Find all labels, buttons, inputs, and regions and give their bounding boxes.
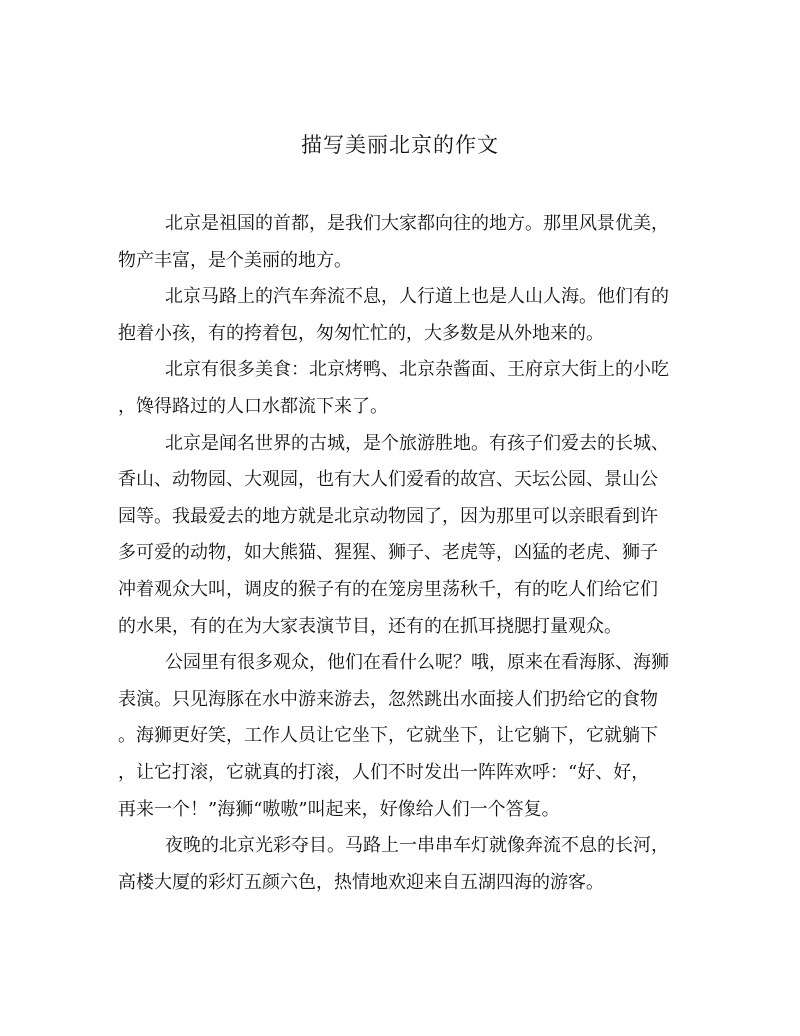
text-line: 夜晚的北京光彩夺目。马路上一串串车灯就像奔流不息的长河， — [165, 835, 669, 857]
text-line: 园等。我最爱去的地方就是北京动物园了，因为那里可以亲眼看到许 — [118, 505, 658, 527]
text-line: 公园里有很多观众，他们在看什么呢？哦，原来在看海豚、海狮 — [165, 652, 669, 674]
document-title: 描写美丽北京的作文 — [301, 133, 499, 157]
text-line: 物产丰富，是个美丽的地方。 — [118, 249, 352, 271]
text-line: 香山、动物园、大观园，也有大人们爱看的故宫、天坛公园、景山公 — [118, 469, 658, 491]
document-body — [118, 206, 678, 901]
text-line: 北京马路上的汽车奔流不息，人行道上也是人山人海。他们有的 — [165, 286, 669, 308]
text-line: 北京有很多美食：北京烤鸭、北京杂酱面、王府京大街上的小吃 — [165, 359, 669, 381]
text-line: 多可爱的动物，如大熊猫、猩猩、狮子、老虎等，凶猛的老虎、狮子 — [118, 542, 658, 564]
text-line: ，让它打滚，它就真的打滚，人们不时发出一阵阵欢呼：“好、好， — [118, 761, 650, 783]
text-line: 北京是闻名世界的古城，是个旅游胜地。有孩子们爱去的长城、 — [165, 432, 669, 454]
text-line: 抱着小孩，有的挎着包，匆匆忙忙的，大多数是从外地来的。 — [118, 322, 604, 344]
text-line: 。海狮更好笑，工作人员让它坐下，它就坐下，让它躺下，它就躺下 — [118, 725, 658, 747]
text-line: 北京是祖国的首都，是我们大家都向往的地方。那里风景优美， — [165, 213, 669, 234]
text-line: 的水果，有的在为大家表演节目，还有的在抓耳挠腮打量观众。 — [118, 615, 622, 637]
text-line: 表演。只见海豚在水中游来游去，忽然跳出水面接人们扔给它的食物 — [118, 688, 658, 710]
text-line: 冲着观众大叫，调皮的猴子有的在笼房里荡秋千，有的吃人们给它们 — [118, 578, 658, 600]
text-line: ，馋得路过的人口水都流下来了。 — [118, 395, 388, 417]
text-line: 高楼大厦的彩灯五颜六色，热情地欢迎来自五湖四海的游客。 — [118, 871, 604, 893]
text-line: 再来一个！”海狮“嗷嗷”叫起来，好像给人们一个答复。 — [118, 798, 560, 820]
